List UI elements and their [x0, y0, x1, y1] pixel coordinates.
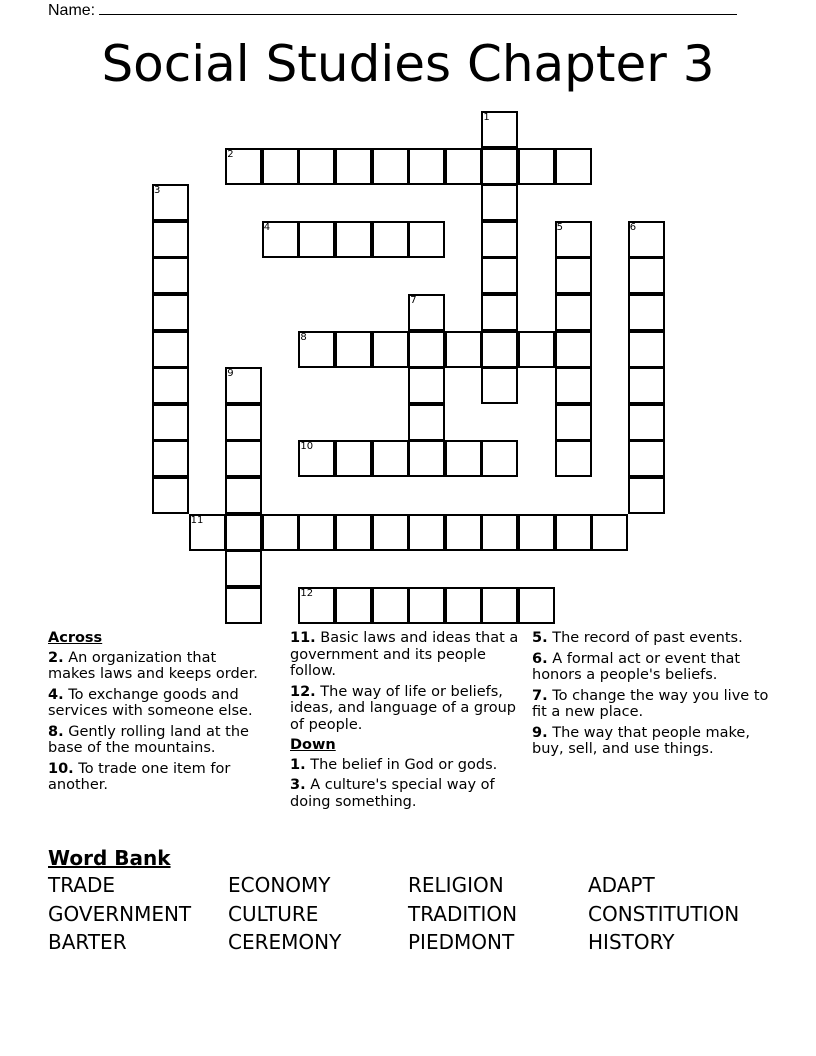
crossword-cell[interactable]	[445, 331, 482, 368]
name-label: Name:	[48, 2, 96, 19]
crossword-cell[interactable]	[555, 148, 592, 185]
clue-number: 9	[227, 368, 234, 380]
crossword-cell[interactable]	[481, 148, 518, 185]
crossword-cell[interactable]	[628, 331, 665, 368]
crossword-cell[interactable]	[555, 367, 592, 404]
crossword-cell[interactable]	[225, 404, 262, 441]
crossword-cell[interactable]	[628, 294, 665, 331]
word-bank-item: CONSTITUTION	[588, 901, 740, 926]
crossword-cell[interactable]	[628, 367, 665, 404]
word-bank-item: ECONOMY	[228, 873, 331, 897]
crossword-cell[interactable]	[518, 148, 555, 185]
clue-down-9: 9. The way that people make, buy, sell, and use things.	[532, 724, 750, 757]
crossword-cell[interactable]	[225, 440, 262, 477]
crossword-cell[interactable]	[628, 257, 665, 294]
clue-number: 2	[227, 148, 234, 160]
clue-across-12: 12. The way of life or beliefs, ideas, and language of a group of people.	[290, 683, 517, 733]
clues-column-1	[48, 630, 268, 798]
crossword-cell[interactable]	[262, 148, 299, 185]
crossword-cell[interactable]	[335, 440, 372, 477]
crossword-cell[interactable]	[335, 148, 372, 185]
page-title: Social Studies Chapter 3	[101, 35, 715, 93]
word-bank-item: TRADE	[48, 873, 116, 897]
crossword-cell[interactable]	[372, 221, 409, 258]
word-bank-title: Word Bank	[48, 846, 171, 870]
crossword-cell[interactable]	[152, 221, 189, 258]
crossword-cell[interactable]	[481, 514, 518, 551]
crossword-cell[interactable]	[408, 440, 445, 477]
clue-number: 1	[483, 112, 490, 123]
crossword-cell[interactable]	[445, 148, 482, 185]
crossword-cell[interactable]	[555, 440, 592, 477]
crossword-cell[interactable]	[372, 440, 409, 477]
word-bank-item: HISTORY	[588, 930, 675, 954]
clue-down-1: 1. The belief in God or gods.	[290, 756, 498, 773]
crossword-cell[interactable]	[408, 367, 445, 404]
crossword-cell[interactable]	[372, 587, 409, 624]
crossword-cell[interactable]	[152, 404, 189, 441]
crossword-cell[interactable]	[628, 404, 665, 441]
crossword-cell[interactable]	[555, 514, 592, 551]
crossword-cell[interactable]	[225, 514, 262, 551]
clue-across-11: 11. Basic laws and ideas that a government and its people follow.	[290, 630, 519, 679]
crossword-cell[interactable]	[445, 587, 482, 624]
clue-number: 6	[629, 221, 637, 233]
crossword-cell[interactable]	[518, 331, 555, 368]
clue-number: 7	[410, 295, 417, 306]
crossword-cell[interactable]	[628, 440, 665, 477]
crossword-cell[interactable]	[628, 477, 665, 514]
crossword-cell[interactable]	[335, 514, 372, 551]
crossword-cell[interactable]	[481, 587, 518, 624]
word-bank-item: RELIGION	[408, 873, 504, 897]
crossword-cell[interactable]	[481, 367, 518, 404]
crossword-cell[interactable]	[518, 514, 555, 551]
crossword-cell[interactable]	[445, 514, 482, 551]
crossword-cell[interactable]	[152, 257, 189, 294]
word-bank-item: PIEDMONT	[408, 930, 515, 954]
crossword-cell[interactable]	[335, 221, 372, 258]
clue-number: 4	[263, 221, 271, 233]
clue-number: 5	[556, 221, 563, 233]
crossword-cell[interactable]	[408, 514, 445, 551]
clue-number: 3	[154, 185, 161, 197]
crossword-cell[interactable]	[152, 440, 189, 477]
crossword-cell[interactable]	[408, 404, 445, 441]
clue-across-10: 10. To trade one item for another.	[48, 760, 231, 793]
clue-number: 12	[300, 587, 314, 599]
crossword-cell[interactable]	[225, 550, 262, 587]
crossword-cell[interactable]	[445, 440, 482, 477]
clue-across-8: 8. Gently rolling land at the base of the mountains.	[48, 723, 249, 756]
crossword-cell[interactable]	[152, 477, 189, 514]
clue-number: 8	[300, 331, 307, 343]
word-bank-item: ADAPT	[588, 873, 655, 897]
crossword-cell[interactable]	[152, 331, 189, 368]
crossword-cell[interactable]	[335, 331, 372, 368]
crossword-cell[interactable]	[481, 440, 518, 477]
crossword-cell[interactable]	[298, 221, 335, 258]
crossword-cell[interactable]	[335, 587, 372, 624]
clue-across-4: 4. To exchange goods and services with someone else.	[48, 686, 253, 719]
clue-across-2: 2. An organization that makes laws and keeps order.	[48, 649, 258, 682]
word-bank-item: BARTER	[48, 930, 127, 954]
word-bank-item: GOVERNMENT	[48, 901, 192, 926]
clue-down-5: 5. The record of past events.	[532, 630, 743, 646]
clue-number: 11	[190, 514, 204, 526]
down-heading: Down	[290, 737, 336, 753]
crossword-cell[interactable]	[481, 184, 518, 221]
crossword-cell[interactable]	[518, 587, 555, 624]
crossword-cell[interactable]	[152, 294, 189, 331]
clue-number: 10	[300, 441, 314, 453]
word-bank-item: TRADITION	[408, 901, 518, 926]
crossword-cell[interactable]	[555, 404, 592, 441]
crossword-cell[interactable]	[408, 331, 445, 368]
crossword-cell[interactable]	[555, 294, 592, 331]
crossword-cell[interactable]	[262, 514, 299, 551]
clues-column-3	[532, 630, 772, 762]
crossword-cell[interactable]	[555, 331, 592, 368]
word-bank-item: CULTURE	[228, 901, 319, 926]
crossword-cell[interactable]	[481, 257, 518, 294]
crossword-cell[interactable]	[481, 221, 518, 258]
crossword-cell[interactable]	[298, 514, 335, 551]
clue-down-7: 7. To change the way you live to fit a new place.	[532, 687, 769, 720]
crossword-cell[interactable]	[408, 221, 445, 258]
crossword-cell[interactable]	[408, 148, 445, 185]
clue-down-6: 6. A formal act or event that honors a people's beliefs.	[532, 650, 741, 683]
crossword-cell[interactable]	[481, 331, 518, 368]
crossword-cell[interactable]	[152, 367, 189, 404]
crossword-cell[interactable]	[372, 148, 409, 185]
across-heading: Across	[48, 630, 103, 646]
crossword-cell[interactable]	[225, 477, 262, 514]
crossword-cell[interactable]	[555, 257, 592, 294]
crossword-cell[interactable]	[481, 294, 518, 331]
crossword-cell[interactable]	[372, 331, 409, 368]
crossword-cell[interactable]	[408, 587, 445, 624]
word-bank-item: CEREMONY	[228, 930, 342, 954]
crossword-cell[interactable]	[591, 514, 628, 551]
clues-column-2	[290, 630, 525, 814]
clue-down-3: 3. A culture's special way of doing something.	[290, 777, 495, 810]
crossword-cell[interactable]	[298, 148, 335, 185]
crossword-cell[interactable]	[372, 514, 409, 551]
word-bank	[48, 874, 788, 955]
crossword-cell[interactable]	[225, 587, 262, 624]
